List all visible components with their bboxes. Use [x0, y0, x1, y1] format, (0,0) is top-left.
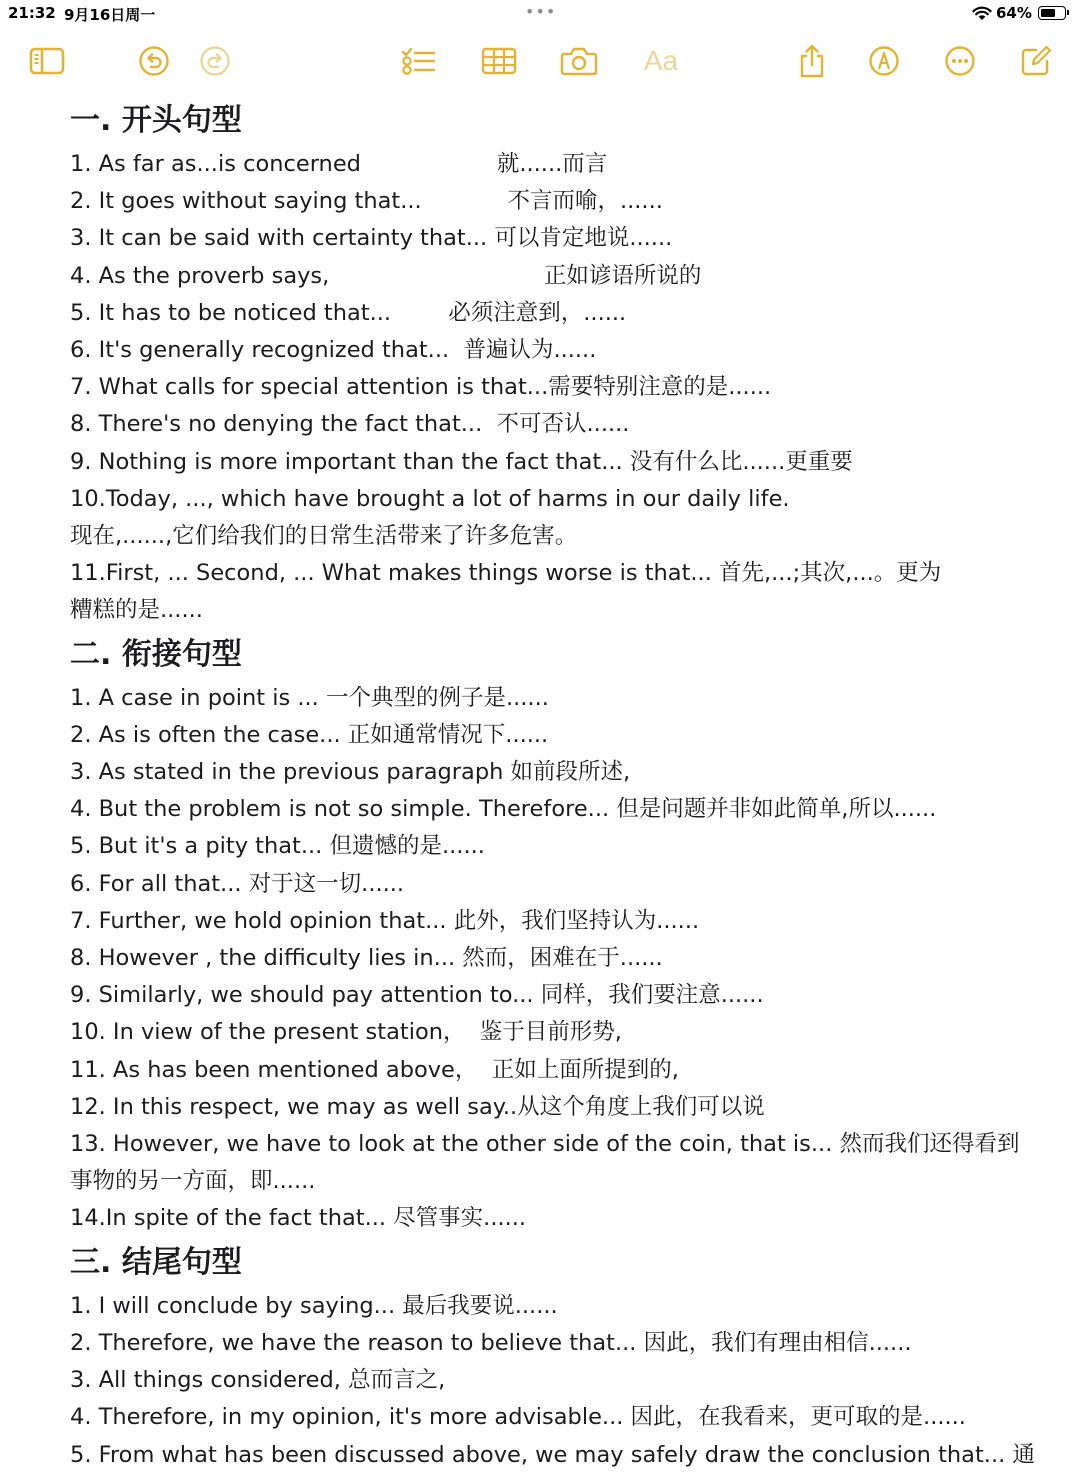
markup-icon [868, 45, 900, 77]
wifi-icon [972, 6, 992, 25]
note-line: 9. Similarly, we should pay attention to... 同样，我们要注意...... [70, 982, 764, 1009]
note-line: 5. From what has been discussed above, we may safely draw the conclusion that... 通 [70, 1441, 1035, 1468]
note-line: 事物的另一方面，即...... [70, 1168, 316, 1195]
note-line: 4. Therefore, in my opinion, it's more advisable... 因此，在我看来，更可取的是...... [70, 1404, 966, 1431]
note-line: 现在,......,它们给我们的日常生活带来了许多危害。 [70, 523, 578, 550]
note-line: 10.Today, ..., which have brought a lot of harms in our daily life. [70, 485, 790, 512]
checklist-icon [400, 45, 436, 77]
battery-percent: 64% [996, 4, 1032, 22]
more-button[interactable] [942, 44, 978, 78]
note-line: 7. Further, we hold opinion that... 此外，我们坚持认为...... [70, 907, 700, 934]
note-line: 3. All things considered, 总而言之, [70, 1367, 446, 1394]
table-icon [481, 46, 517, 76]
note-line: 10. In view of the present station， 鉴于目前形势, [70, 1019, 622, 1046]
share-icon [797, 44, 827, 78]
camera-icon [560, 45, 598, 77]
note-line: 6. For all that... 对于这一切...... [70, 870, 405, 897]
note-line: 11.First, ... Second, ... What makes things worse is that... 首先,...;其次,...。更为 [70, 560, 942, 587]
note-line: 4. As the proverb says, 正如谚语所说的 [70, 262, 702, 289]
note-line: 11. As has been mentioned above， 正如上面所提到的, [70, 1056, 679, 1083]
note-line: 4. But the problem is not so simple. Therefore... 但是问题并非如此简单,所以...... [70, 796, 937, 823]
note-line: 12. In this respect, we may as well say..从这个角度上我们可以说 [70, 1093, 765, 1120]
checklist-button[interactable] [400, 44, 436, 78]
compose-button[interactable] [1018, 44, 1054, 78]
battery-icon [1038, 6, 1066, 20]
sidebar-icon [29, 46, 65, 76]
section-heading: 二. 衔接句型 [70, 636, 242, 672]
note-body[interactable] [70, 96, 1035, 1474]
format-button[interactable] [640, 44, 682, 78]
share-button[interactable] [795, 44, 829, 78]
note-line: 6. It's generally recognized that... 普遍认为...... [70, 337, 597, 364]
multitasking-dots[interactable]: ••• [525, 2, 557, 21]
section-heading: 一. 开头句型 [70, 103, 242, 138]
table-button[interactable] [480, 44, 518, 78]
note-line: 13. However, we have to look at the other side of the coin, that is... 然而我们还得看到 [70, 1131, 1020, 1158]
note-line: 1. I will conclude by saying... 最后我要说...... [70, 1292, 558, 1319]
undo-button[interactable] [136, 44, 172, 78]
note-line: 糟糕的是...... [70, 597, 203, 624]
note-line: 2. As is often the case... 正如通常情况下...... [70, 721, 549, 748]
section-heading: 三. 结尾句型 [70, 1244, 242, 1280]
status-bar [0, 0, 1080, 28]
camera-button[interactable] [560, 44, 598, 78]
compose-icon [1020, 45, 1052, 77]
note-line: 1. A case in point is ... 一个典型的例子是...... [70, 684, 549, 711]
note-line: 2. It goes without saying that... 不言而喻，...... [70, 188, 663, 215]
undo-icon [138, 45, 170, 77]
redo-button[interactable] [197, 44, 233, 78]
note-line: 8. However , the difficulty lies in... 然而，困难在于...... [70, 945, 663, 972]
note-line: 9. Nothing is more important than the fact that... 没有什么比......更重要 [70, 448, 853, 475]
sidebar-button[interactable] [28, 44, 66, 78]
note-line: 14.In spite of the fact that... 尽管事实...... [70, 1205, 527, 1232]
text-format-icon: Aa [643, 45, 679, 76]
markup-button[interactable] [866, 44, 902, 78]
note-line: 5. It has to be noticed that... 必须注意到，...... [70, 299, 627, 326]
note-line: 3. It can be said with certainty that... 可以肯定地说...... [70, 225, 673, 252]
note-line: 7. What calls for special attention is that...需要特别注意的是...... [70, 374, 772, 401]
status-time: 21:32 [8, 4, 56, 22]
note-line: 1. As far as...is concerned 就......而言 [70, 151, 608, 177]
redo-icon [199, 45, 231, 77]
more-icon [944, 45, 976, 77]
status-date: 9月16日周一 [64, 6, 156, 24]
note-line: 8. There's no denying the fact that... 不可否认...... [70, 411, 630, 438]
note-line: 3. As stated in the previous paragraph 如前段所述, [70, 759, 631, 786]
note-line: 2. Therefore, we have the reason to believe that... 因此，我们有理由相信...... [70, 1329, 912, 1356]
note-line: 5. But it's a pity that... 但遗憾的是...... [70, 833, 485, 860]
